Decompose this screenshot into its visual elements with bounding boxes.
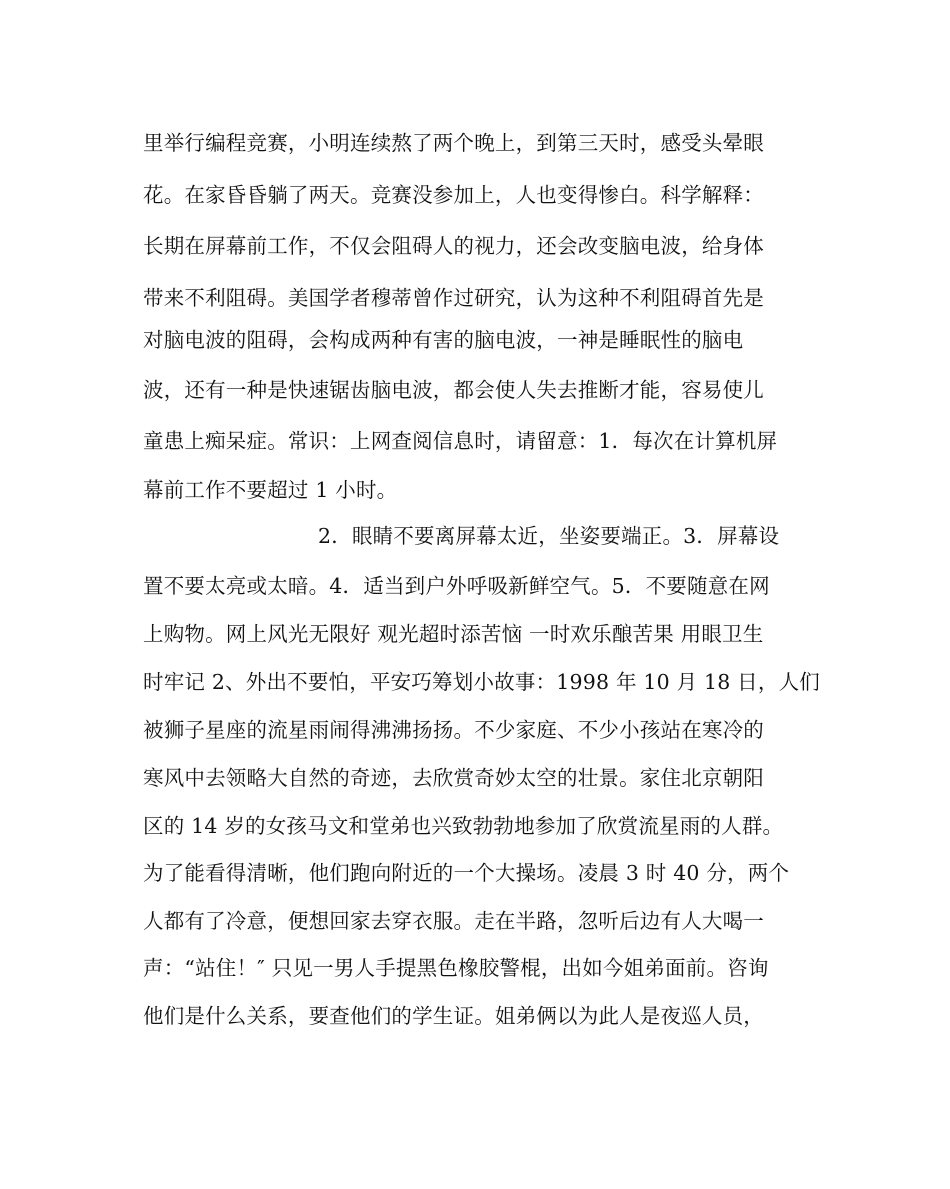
text-line: 他们是什么关系，要查他们的学生证。姐弟俩以为此人是夜巡人员， — [143, 1004, 764, 1028]
text-line: 幕前工作不要超过 1 小时。 — [143, 478, 398, 502]
text-line: 童患上痴呆症。常识：上网查阅信息时，请留意：1．每次在计算机屏 — [143, 429, 778, 453]
text-line: 被狮子星座的流星雨闹得沸沸扬扬。不少家庭、不少小孩站在寒冷的 — [143, 718, 764, 742]
text-line: 人都有了冷意，便想回家去穿衣服。走在半路，忽听后边有人大喝一 — [143, 909, 764, 933]
text-line: 里举行编程竞赛，小明连续熬了两个晚上，到第三天时，感受头晕眼 — [143, 131, 764, 155]
text-line: 寒风中去领略大自然的奇迹，去欣赏奇妙太空的壮景。家住北京朝阳 — [143, 766, 764, 790]
text-line: 区的 14 岁的女孩马文和堂弟也兴致勃勃地参加了欣赏流星雨的人群。 — [143, 814, 784, 838]
text-line: 花。在家昏昏躺了两天。竞赛没参加上，人也变得惨白。科学解释： — [143, 183, 764, 207]
text-line: 置不要太亮或太暗。4．适当到户外呼吸新鲜空气。5．不要随意在网 — [143, 574, 770, 598]
text-line: 波，还有一种是快速锯齿脑电波，都会使人失去推断才能，容易使儿 — [143, 378, 764, 402]
text-line: 声：“站住！″ 只见一男人手提黑色橡胶警棍，出如今姐弟面前。咨询 — [143, 956, 769, 980]
text-line: 长期在屏幕前工作，不仅会阻碍人的视力，还会改变脑电波，给身体 — [143, 234, 764, 258]
text-line: 上购物。网上风光无限好 观光超时添苦恼 一时欢乐酿苦果 用眼卫生 — [143, 622, 764, 646]
text-line: 带来不利阻碍。美国学者穆蒂曾作过研究，认为这种不利阻碍首先是 — [143, 286, 764, 310]
text-line: 时牢记 2、外出不要怕，平安巧筹划小故事：1998 年 10 月 18 日，人们 — [143, 670, 820, 694]
text-line: 对脑电波的阻碍，会构成两种有害的脑电波，一神是睡眠性的脑电 — [143, 328, 744, 352]
text-line: 为了能看得清晰，他们跑向附近的一个大操场。凌晨 3 时 40 分，两个 — [143, 861, 790, 885]
text-line-indented: 2．眼睛不要离屏幕太近，坐姿要端正。3．屏幕设 — [318, 524, 780, 548]
